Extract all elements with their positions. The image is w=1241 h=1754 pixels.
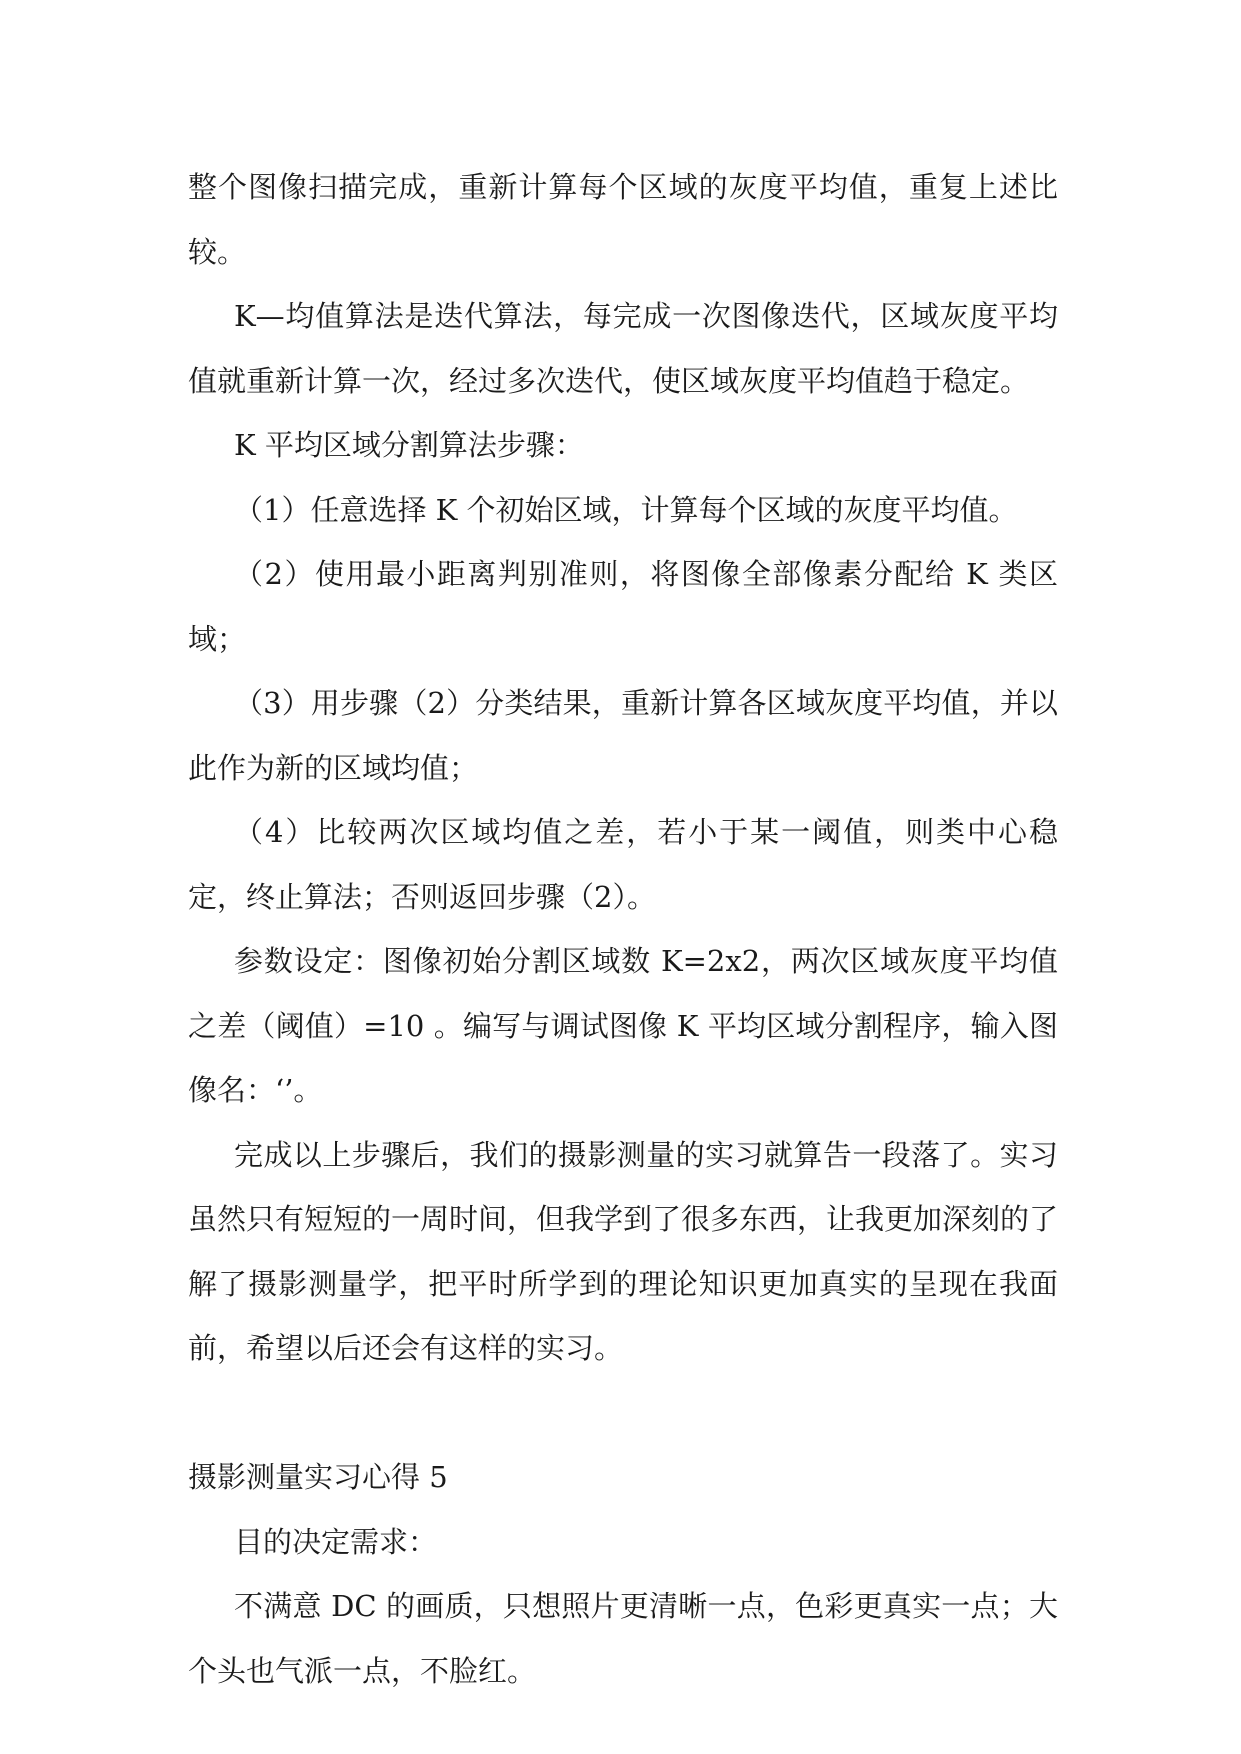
- paragraph-conclusion: 完成以上步骤后，我们的摄影测量的实习就算告一段落了。实习虽然只有短短的一周时间，但我学到了很多东西，让我更加深刻的了解了摄影测量学，把平时所学到的理论知识更加真实的呈现在我面前，希望以后还会有这样的实习。: [188, 1137, 1059, 1365]
- paragraph-kmeans-intro: K—均值算法是迭代算法，每完成一次图像迭代，区域灰度平均值就重新计算一次，经过多次迭代，使区域灰度平均值趋于稳定。: [188, 299, 1058, 398]
- paragraph-step-4: （4）比较两次区域均值之差，若小于某一阈值，则类中心稳定，终止算法；否则返回步骤（2）。: [188, 815, 1058, 914]
- paragraph-step-1: （1）任意选择 K 个初始区域，计算每个区域的灰度平均值。: [234, 492, 1018, 527]
- paragraph-step-2: （2）使用最小距离判别准则，将图像全部像素分配给 K 类区域；: [188, 557, 1058, 656]
- paragraph-requirement: 不满意 DC 的画质，只想照片更清晰一点，色彩更真实一点；大个头也气派一点，不脸红。: [188, 1589, 1058, 1688]
- section-title: 摄影测量实习心得 5: [188, 1460, 448, 1494]
- paragraph-step-3: （3）用步骤（2）分类结果，重新计算各区域灰度平均值，并以此作为新的区域均值；: [188, 686, 1058, 785]
- document-body: [188, 155, 1058, 1703]
- paragraph-continuation: 整个图像扫描完成，重新计算每个区域的灰度平均值，重复上述比较。: [188, 170, 1058, 269]
- paragraph-parameters: 参数设定：图像初始分割区域数 K=2x2，两次区域灰度平均值之差（阈值）=10 。编写与调试图像 K 平均区域分割程序，输入图像名：‘’。: [188, 944, 1058, 1107]
- section-spacer: [188, 1381, 1058, 1446]
- paragraph-steps-heading: K 平均区域分割算法步骤：: [234, 428, 584, 462]
- paragraph-purpose: 目的决定需求：: [234, 1524, 438, 1559]
